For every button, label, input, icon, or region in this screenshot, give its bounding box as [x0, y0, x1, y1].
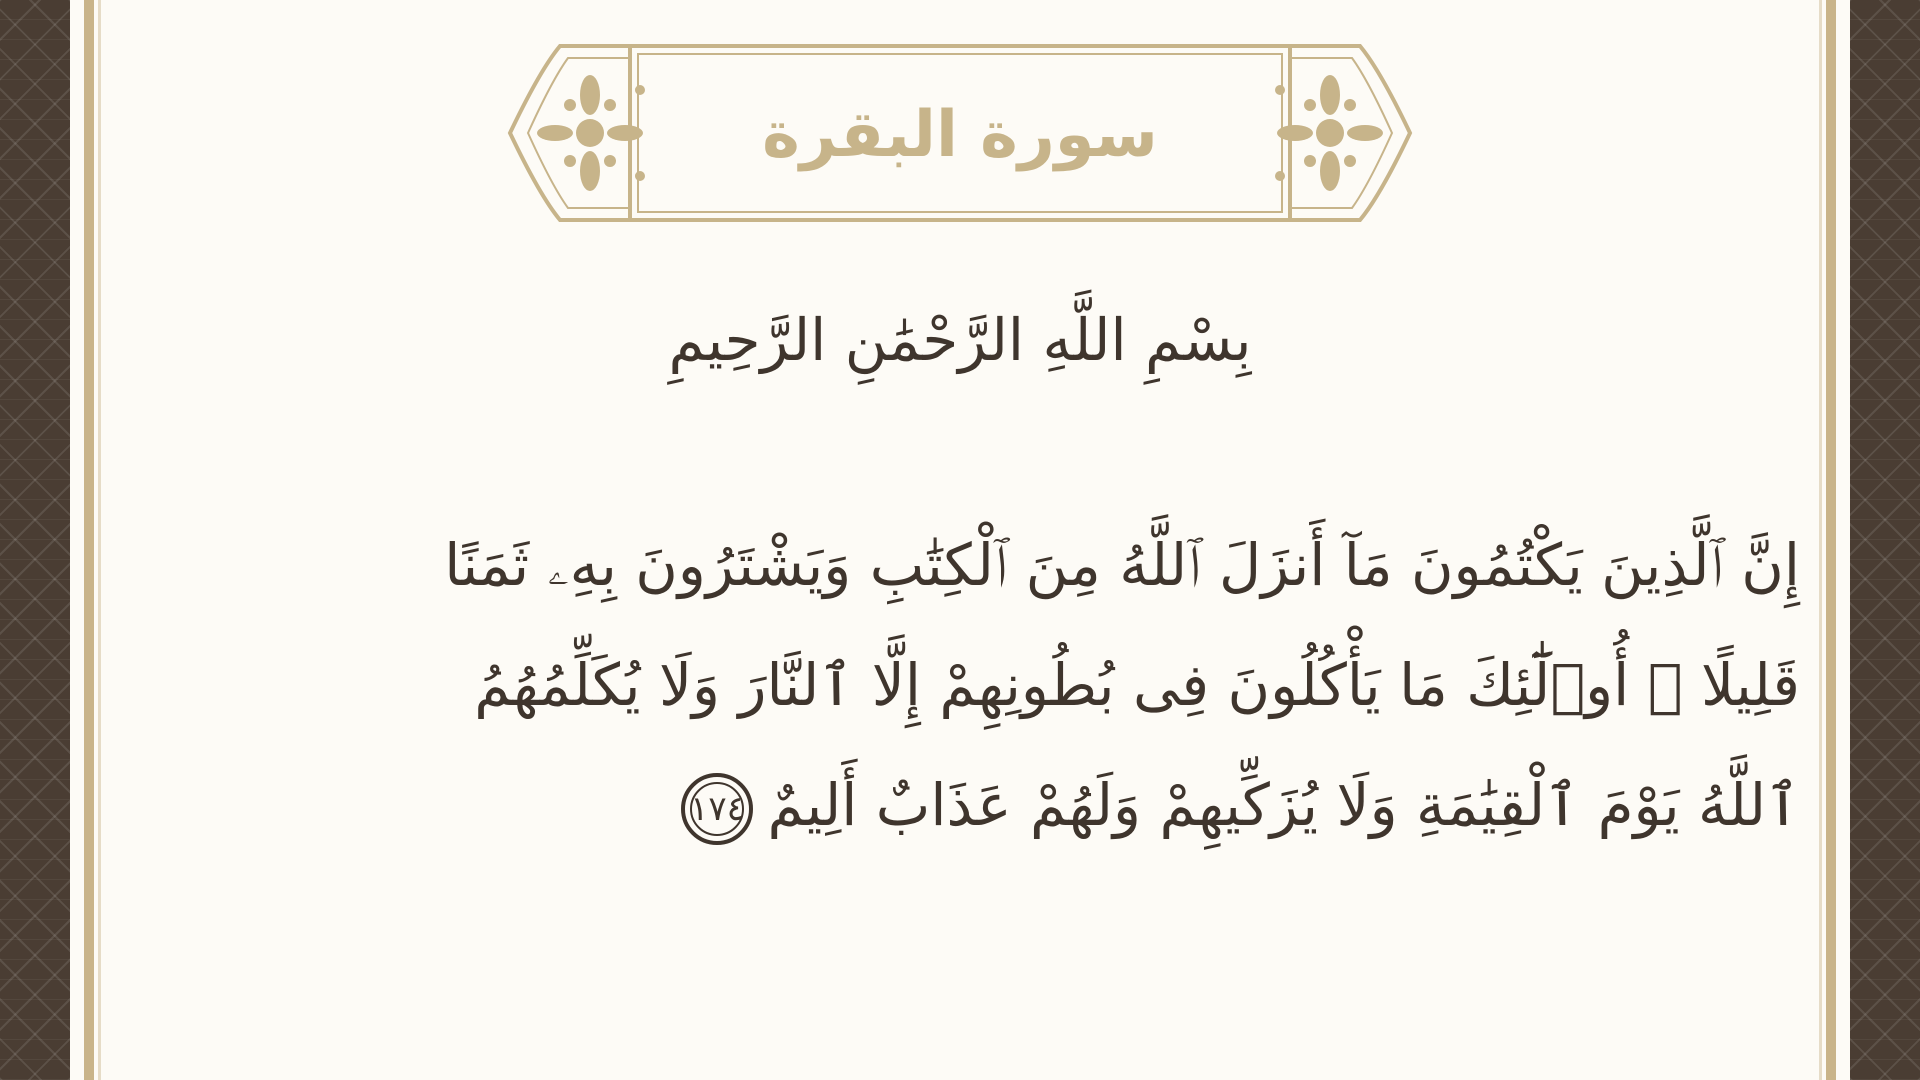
- surah-header-cartouche: [500, 40, 1420, 230]
- right-inner-rule: [1819, 0, 1822, 1080]
- verse-line-text: ٱللَّهُ يَوْمَ ٱلْقِيَٰمَةِ وَلَا يُزَكِّيهِمْ وَلَهُمْ عَذَابٌ أَلِيمٌ: [767, 771, 1800, 839]
- verse-line-last: [360, 745, 1800, 865]
- verse-line: إِنَّ ٱلَّذِينَ يَكْتُمُونَ مَآ أَنزَلَ ٱللَّهُ مِنَ ٱلْكِتَٰبِ وَيَشْتَرُونَ بِهِۦ ثَمَنًا: [444, 531, 1800, 599]
- surah-title: سورة البقرة: [762, 98, 1158, 172]
- basmala: بِسْمِ اللَّهِ الرَّحْمَٰنِ الرَّحِيمِ: [668, 306, 1252, 374]
- left-inner-rule: [98, 0, 101, 1080]
- right-decorative-border: [1850, 0, 1920, 1080]
- right-gold-rule: [1826, 0, 1836, 1080]
- left-gold-rule: [84, 0, 94, 1080]
- left-decorative-border: [0, 0, 70, 1080]
- verse-text: [360, 505, 1800, 865]
- ayah-number-marker: ١٧٤: [681, 773, 753, 845]
- verse-line: قَلِيلًا ۙ أُو۟لَٰٓئِكَ مَا يَأْكُلُونَ فِى بُطُونِهِمْ إِلَّا ٱلنَّارَ وَلَا يُكَلِّمُهُمُ: [474, 651, 1800, 719]
